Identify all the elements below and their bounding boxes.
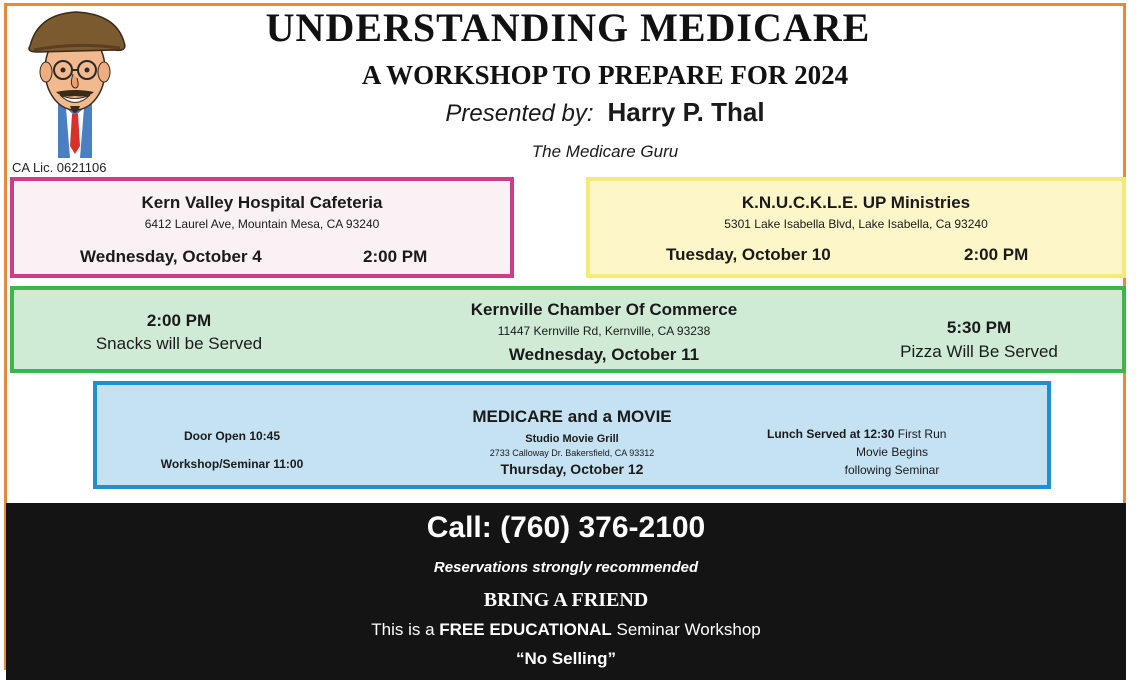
lunch-info [767, 427, 946, 441]
event-time: 2:00 PM [363, 247, 428, 266]
license-number: CA Lic. 0621106 [12, 160, 107, 175]
event-venue-name: Kernville Chamber Of Commerce [470, 300, 738, 319]
event-time: 2:00 PM [964, 245, 1029, 264]
event-card-knuckle-up [586, 177, 1126, 278]
presenter-line [0, 97, 1136, 128]
lunch-suffix: First Run [897, 427, 947, 441]
lunch-label: Lunch Served at [767, 427, 861, 441]
event-name: MEDICARE and a MOVIE [472, 407, 672, 426]
free-suffix: Seminar Workshop [616, 620, 761, 639]
contact-footer [6, 503, 1126, 680]
presenter-tagline: The Medicare Guru [531, 142, 679, 161]
event-late-note: Pizza Will Be Served [900, 342, 1058, 361]
movie-begins-note: Movie Begins [855, 445, 929, 459]
free-prefix: This is a [371, 620, 435, 639]
event-date: Wednesday, October 4 [80, 247, 262, 266]
free-seminar-line [6, 620, 1126, 640]
presented-by-label: Presented by: [445, 100, 594, 127]
event-address: 2733 Calloway Dr. Bakersfield, CA 93312 [489, 448, 655, 458]
call-phone-number: Call: (760) 376-2100 [426, 511, 706, 544]
lunch-time: 12:30 [863, 427, 895, 441]
page-title: UNDERSTANDING MEDICARE [265, 5, 871, 50]
workshop-time: Workshop/Seminar 11:00 [160, 457, 304, 471]
event-venue-name: Studio Movie Grill [525, 433, 619, 445]
reservations-note: Reservations strongly recommended [433, 559, 699, 576]
event-card-kernville [10, 286, 1126, 373]
bring-a-friend: BRING A FRIEND [483, 589, 649, 611]
door-open-time: Door Open 10:45 [183, 429, 281, 443]
event-card-medicare-movie [93, 381, 1051, 489]
event-venue-name: K.N.U.C.K.L.E. UP Ministries [741, 193, 971, 212]
event-late-time: 5:30 PM [946, 318, 1012, 337]
page-subtitle: A WORKSHOP TO PREPARE FOR 2024 [361, 60, 849, 90]
event-date: Tuesday, October 10 [666, 245, 831, 264]
event-date: Wednesday, October 11 [508, 345, 700, 364]
event-date: Thursday, October 12 [500, 461, 644, 477]
event-early-note: Snacks will be Served [95, 334, 263, 353]
event-early-time: 2:00 PM [146, 311, 212, 330]
event-venue-name: Kern Valley Hospital Cafeteria [141, 193, 383, 212]
free-bold: FREE EDUCATIONAL [439, 620, 612, 639]
presenter-name: Harry P. Thal [607, 97, 765, 127]
following-seminar-note: following Seminar [844, 463, 940, 477]
event-address: 11447 Kernville Rd, Kernville, CA 93238 [497, 324, 711, 338]
event-address: 6412 Laurel Ave, Mountain Mesa, CA 93240 [144, 217, 380, 231]
no-selling-note: “No Selling” [515, 649, 617, 668]
event-address: 5301 Lake Isabella Blvd, Lake Isabella, Ca 93240 [724, 217, 988, 231]
event-card-kern-valley [10, 177, 514, 278]
